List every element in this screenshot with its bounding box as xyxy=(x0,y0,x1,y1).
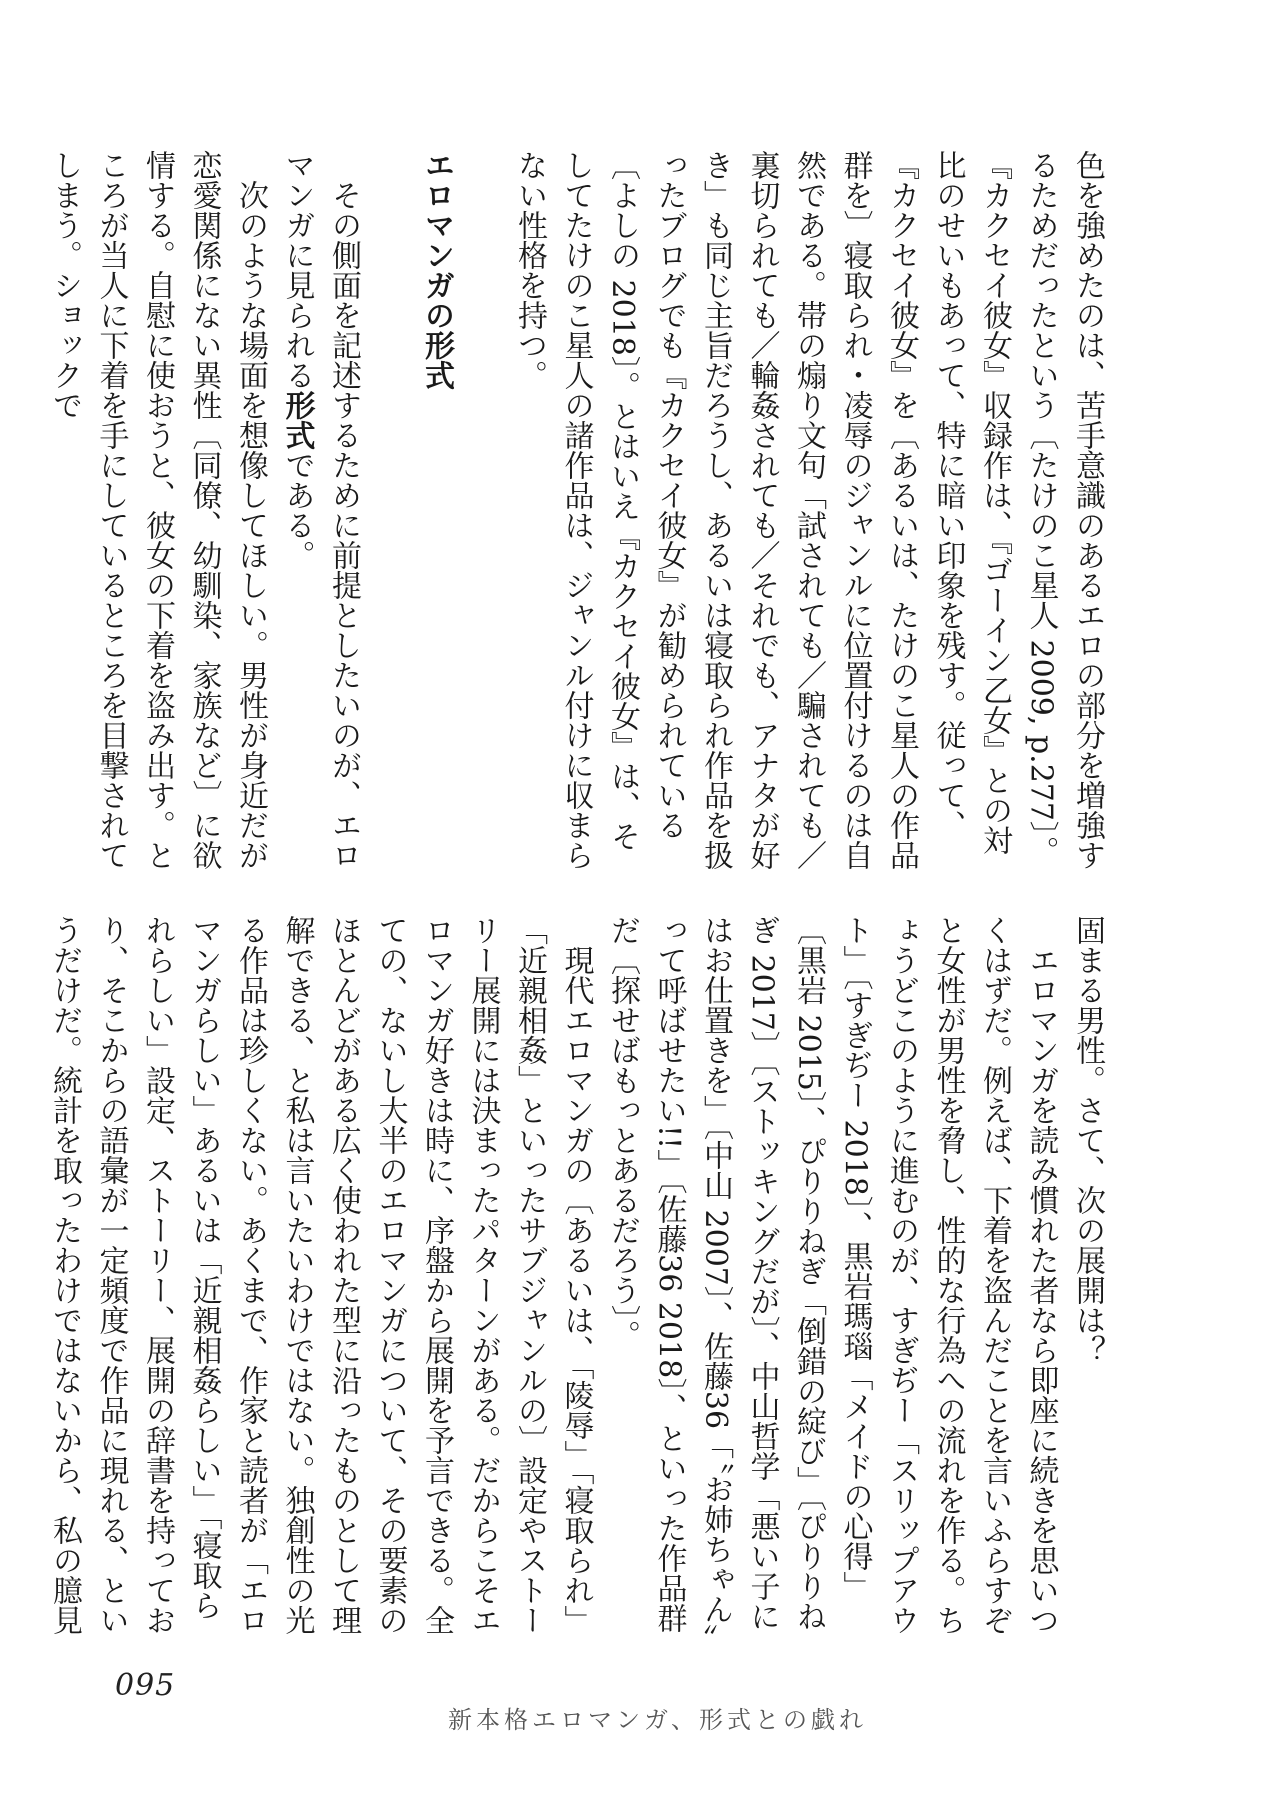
paragraph xyxy=(273,150,366,880)
paragraph: エロマンガを読み慣れた者なら即座に続きを思いつくはずだ。例えば、下着を盗んだことを言いふらすぞと女性が男性を脅し、性的な行為への流れを作る。ちょうどこのように進むのが、すぎぢー「スリップアウト」〔すぎぢー 2018〕、黒岩瑪瑙「メイドの心得」〔黒岩 2015〕、ぴりりねぎ「倒錯の綻び」〔ぴりりねぎ 2017〕〔ストッキングだが〕、中山哲学「悪い子にはお仕置きを」〔中山 2007〕、佐藤36「〝お姉ちゃん〟って呼ばせたい!!」〔佐藤36 2018〕、といった作品群だ〔探せばもっとあるだろう〕。 xyxy=(605,915,1059,1640)
running-title: 新本格エロマンガ、形式との戯れ xyxy=(448,1706,868,1734)
text-block-upper xyxy=(47,150,1110,880)
paragraph-text: である。 xyxy=(279,450,315,570)
paragraph-text: その側面を記述するために前提としたいのが、エロマンガに見られる xyxy=(279,150,361,870)
paragraph: 固まる男性。さて、次の展開は？ xyxy=(1070,915,1105,1365)
paragraph: 次のような場面を想像してほしい。男性が身近だが恋愛関係にない異性〔同僚、幼馴染、家族など〕に欲情する。自慰に使おうと、彼女の下着を盗み出す。ところが当人に下着を手にしているところを目撃されてしまう。ショックで xyxy=(47,150,268,870)
paragraph: 現代エロマンガの〔あるいは、「陵辱」「寝取られ」「近親相姦」といったサブジャンルの〕設定やストーリー展開には決まったパターンがある。だからこそエロマンガ好きは時に、序盤から展開を予言できる。全ての、ないし大半のエロマンガについて、その要素のほとんどがある広く使われた型に沿ったものとして理解できる、と私は言いたいわけではない。独創性の光る作品は珍しくない。あくまで、作家と読者が「エロマンガらしい」あるいは「近親相姦らしい」「寝取られらしい」設定、ストーリー、展開の辞書を持っており、そこからの語彙が一定頻度で作品に現れる、というだけだ。統計を取ったわけではないから、私の臆見 xyxy=(47,915,594,1635)
page-number: 095 xyxy=(115,1668,176,1703)
text-block-lower xyxy=(47,915,1110,1645)
section-heading: エロマンガの形式 xyxy=(419,150,454,390)
emphasis-term: 形式 xyxy=(279,390,315,450)
paragraph: 色を強めたのは、苦手意識のあるエロの部分を増強するためだったという〔たけのこ星人 2009, p.277〕。『カクセイ彼女』収録作は、『ゴーイン乙女』との対比のせいもあって、特に暗い印象を残す。従って、『カクセイ彼女』を〔あるいは、たけのこ星人の作品群を〕寝取られ・凌辱のジャンルに位置付けるのは自然である。帯の煽り文句「試されても／騙されても／裏切られても／輪姦されても／それでも、アナタが好き」も同じ主旨だろうし、あるいは寝取られ作品を扱ったブログでも『カクセイ彼女』が勧められている〔よしの 2018〕。とはいえ『カクセイ彼女』は、そしてたけのこ星人の諸作品は、ジャンル付けに収まらない性格を持つ。 xyxy=(512,150,1105,870)
